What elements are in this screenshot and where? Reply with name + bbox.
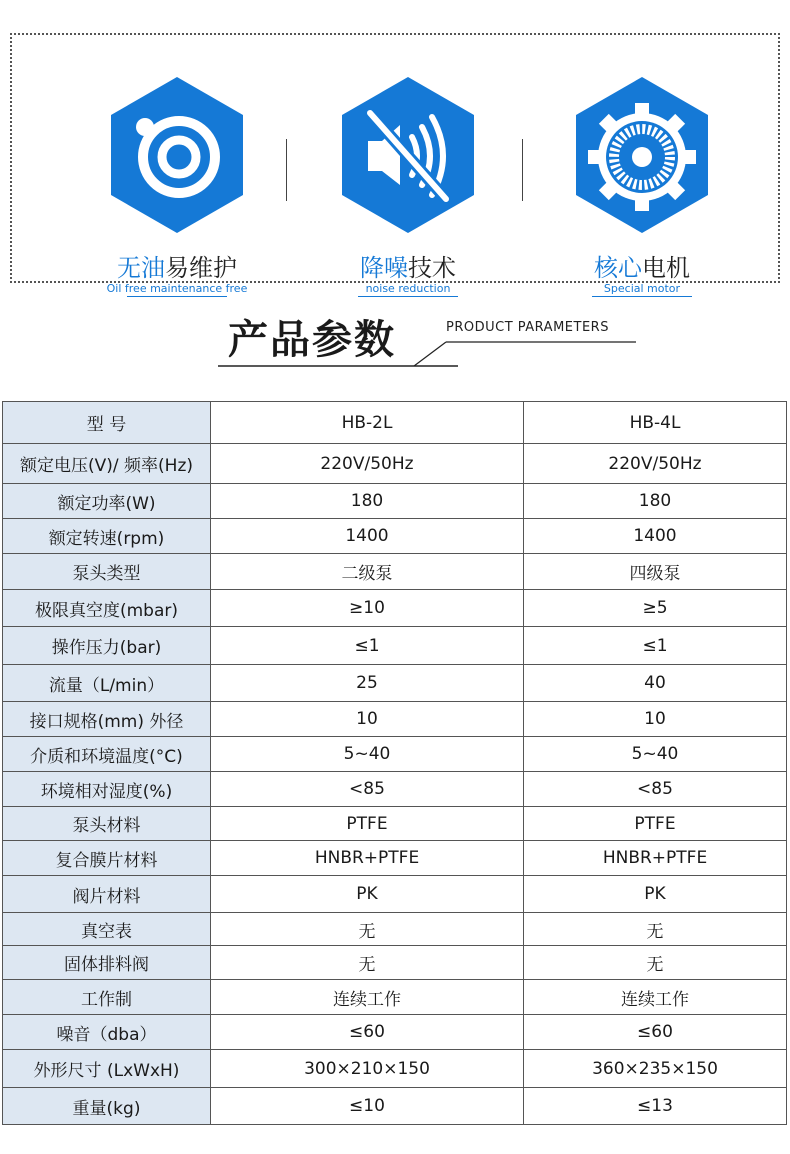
- hb-2l-value: 180: [211, 484, 524, 519]
- hb-2l-value: ≤60: [211, 1015, 524, 1050]
- hb-4l-value: 连续工作: [524, 980, 787, 1015]
- param-label: 泵头材料: [3, 807, 211, 841]
- feature-title-rest: 电机: [642, 254, 690, 282]
- hb-4l-value: ≥5: [524, 590, 787, 627]
- table-row: [3, 876, 787, 913]
- param-label: 复合膜片材料: [3, 841, 211, 876]
- hb-2l-value: 10: [211, 702, 524, 737]
- feature-underline: [592, 296, 692, 297]
- hb-2l-value: HB-2L: [211, 402, 524, 444]
- feature-title-rest: 技术: [408, 254, 456, 282]
- hb-4l-value: 四级泵: [524, 554, 787, 590]
- param-label: 阀片材料: [3, 876, 211, 913]
- feature-subtitle: noise reduction: [365, 282, 451, 295]
- hb-4l-value: 1400: [524, 519, 787, 554]
- table-row: [3, 737, 787, 772]
- feature-oil-free: [106, 75, 248, 295]
- hb-4l-value: 360×235×150: [524, 1050, 787, 1088]
- param-label: 固体排料阀: [3, 946, 211, 980]
- hb-2l-value: PK: [211, 876, 524, 913]
- feature-title-highlight: 降噪: [360, 254, 408, 282]
- feature-subtitle: Oil free maintenance free: [106, 282, 248, 295]
- hb-4l-value: HNBR+PTFE: [524, 841, 787, 876]
- hb-2l-value: ≤1: [211, 627, 524, 665]
- param-label: 额定电压(V)/ 频率(Hz): [3, 444, 211, 484]
- param-label: 极限真空度(mbar): [3, 590, 211, 627]
- hb-2l-value: ≤10: [211, 1088, 524, 1125]
- ring-dot-icon: [107, 75, 247, 235]
- hb-2l-value: 无: [211, 913, 524, 946]
- param-label: 流量（L/min）: [3, 665, 211, 702]
- param-label: 操作压力(bar): [3, 627, 211, 665]
- section-title: 产品参数: [228, 317, 396, 363]
- param-label: 外形尺寸 (LxWxH): [3, 1050, 211, 1088]
- table-row: [3, 841, 787, 876]
- hb-4l-value: 无: [524, 946, 787, 980]
- feature-title: [298, 253, 518, 283]
- table-row: [3, 519, 787, 554]
- param-label: 环境相对湿度(%): [3, 772, 211, 807]
- hb-2l-value: 二级泵: [211, 554, 524, 590]
- hb-2l-value: 220V/50Hz: [211, 444, 524, 484]
- hb-4l-value: 220V/50Hz: [524, 444, 787, 484]
- hb-4l-value: <85: [524, 772, 787, 807]
- table-row: [3, 627, 787, 665]
- hb-4l-value: HB-4L: [524, 402, 787, 444]
- motor-gear-icon: [572, 75, 712, 235]
- table-row: [3, 444, 787, 484]
- table-row: [3, 1088, 787, 1125]
- feature-underline: [358, 296, 458, 297]
- hb-4l-value: ≤13: [524, 1088, 787, 1125]
- hb-2l-value: <85: [211, 772, 524, 807]
- param-label: 工作制: [3, 980, 211, 1015]
- param-label: 额定转速(rpm): [3, 519, 211, 554]
- section-subtitle: PRODUCT PARAMETERS: [446, 320, 609, 335]
- table-row: [3, 1050, 787, 1088]
- param-label: 真空表: [3, 913, 211, 946]
- hb-4l-value: 无: [524, 913, 787, 946]
- table-row: [3, 772, 787, 807]
- hb-2l-value: HNBR+PTFE: [211, 841, 524, 876]
- hb-4l-value: 5~40: [524, 737, 787, 772]
- hb-2l-value: PTFE: [211, 807, 524, 841]
- parameters-table-body: [3, 402, 787, 1125]
- table-row: [3, 402, 787, 444]
- hb-4l-value: PK: [524, 876, 787, 913]
- param-label: 泵头类型: [3, 554, 211, 590]
- hb-2l-value: 无: [211, 946, 524, 980]
- table-row: [3, 807, 787, 841]
- feature-title: [532, 253, 752, 283]
- table-row: [3, 913, 787, 946]
- hb-2l-value: ≥10: [211, 590, 524, 627]
- feature-title-highlight: 核心: [594, 254, 642, 282]
- hb-4l-value: PTFE: [524, 807, 787, 841]
- feature-subtitle: Special motor: [603, 282, 681, 295]
- speaker-mute-icon: [338, 75, 478, 235]
- hb-4l-value: 40: [524, 665, 787, 702]
- feature-special-motor: [572, 75, 712, 295]
- param-label: 噪音（dba）: [3, 1015, 211, 1050]
- feature-divider: [286, 139, 287, 201]
- hb-4l-value: ≤60: [524, 1015, 787, 1050]
- hb-2l-value: 25: [211, 665, 524, 702]
- table-row: [3, 665, 787, 702]
- hb-2l-value: 300×210×150: [211, 1050, 524, 1088]
- table-row: [3, 590, 787, 627]
- hb-2l-value: 1400: [211, 519, 524, 554]
- feature-title: [67, 253, 287, 283]
- hb-4l-value: 180: [524, 484, 787, 519]
- hb-4l-value: ≤1: [524, 627, 787, 665]
- table-row: [3, 980, 787, 1015]
- feature-title-rest: 易维护: [165, 254, 237, 282]
- hb-2l-value: 5~40: [211, 737, 524, 772]
- hb-2l-value: 连续工作: [211, 980, 524, 1015]
- param-label: 介质和环境温度(°C): [3, 737, 211, 772]
- param-label: 接口规格(mm) 外径: [3, 702, 211, 737]
- feature-title-highlight: 无油: [117, 254, 165, 282]
- table-row: [3, 946, 787, 980]
- table-row: [3, 484, 787, 519]
- feature-noise-reduction: [338, 75, 478, 295]
- parameters-table: [2, 401, 787, 1125]
- param-label: 重量(kg): [3, 1088, 211, 1125]
- table-row: [3, 554, 787, 590]
- feature-divider: [522, 139, 523, 201]
- table-row: [3, 1015, 787, 1050]
- feature-underline: [127, 296, 227, 297]
- table-row: [3, 702, 787, 737]
- title-underline-decoration: [218, 336, 638, 368]
- param-label: 型 号: [3, 402, 211, 444]
- features-panel: [10, 33, 780, 295]
- param-label: 额定功率(W): [3, 484, 211, 519]
- hb-4l-value: 10: [524, 702, 787, 737]
